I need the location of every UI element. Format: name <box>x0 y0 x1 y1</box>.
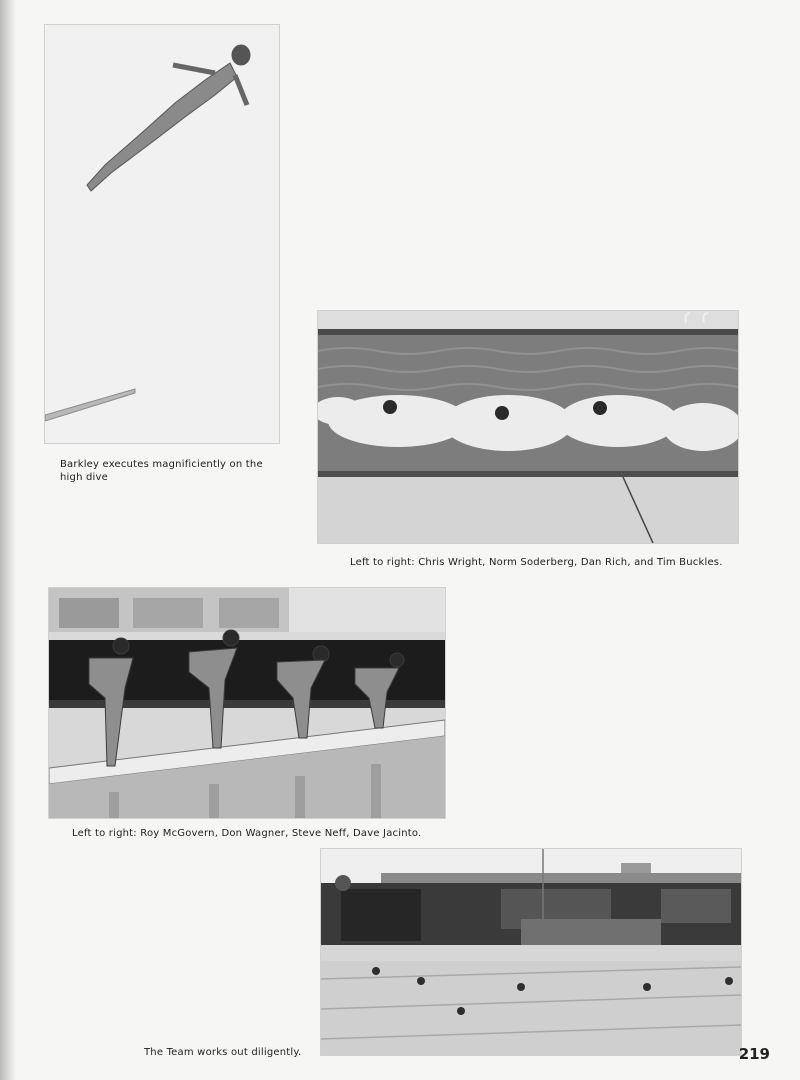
diver-photo <box>44 24 280 444</box>
team-photo <box>320 848 742 1056</box>
page-number: 219 <box>738 1045 770 1063</box>
swimmers-photo <box>317 310 739 544</box>
starting-line-photo <box>48 587 446 819</box>
team-caption: The Team works out diligently. <box>144 1047 302 1058</box>
swimmers-caption: Left to right: Chris Wright, Norm Soderberg, Dan Rich, and Tim Buckles. <box>350 557 723 568</box>
page-binding-shadow <box>0 0 16 1080</box>
starting-line-caption: Left to right: Roy McGovern, Don Wagner, Steve Neff, Dave Jacinto. <box>72 828 422 839</box>
diver-caption: Barkley executes magnificiently on the high dive <box>60 459 263 483</box>
